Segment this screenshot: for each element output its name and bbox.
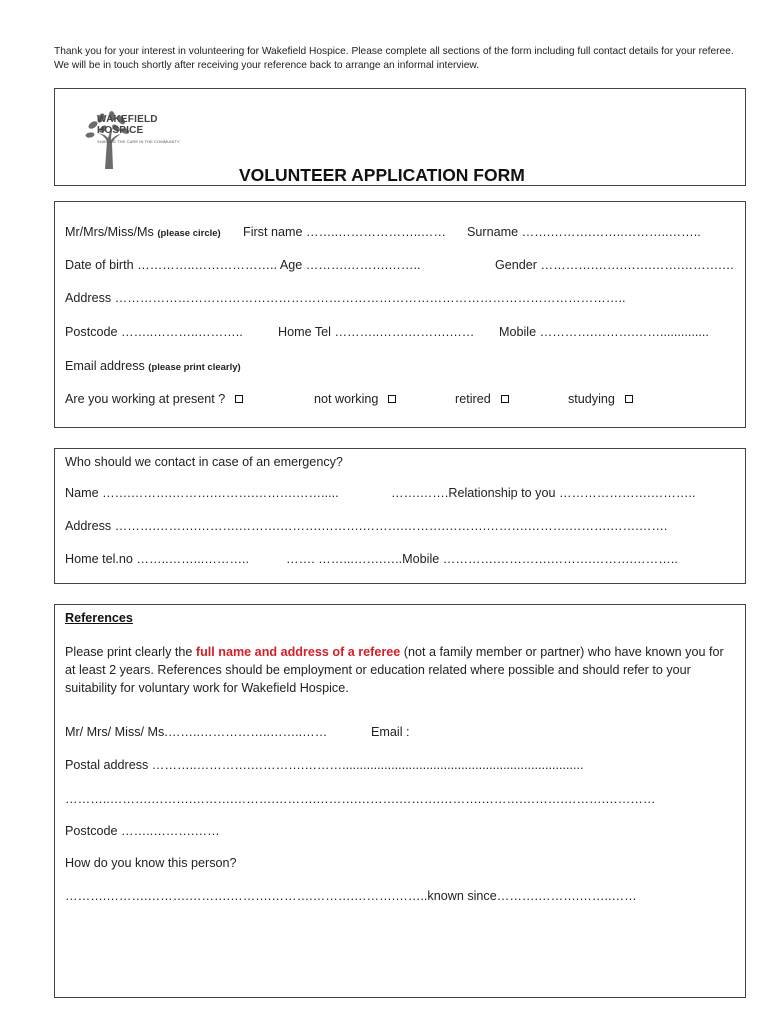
working-row [65,392,615,406]
surname-field[interactable]: Surname …….……….……..………..…….. [467,225,701,239]
logo-name: WAKEFIELD HOSPICE [97,114,158,136]
working-question: Are you working at present ? [65,392,243,406]
references-instructions: Please print clearly the full name and address of a referee (not a family member or partner) who have known you for at least 2 years. References should be employment or education related where possible and should refer to your suitability for voluntary work for Wakefield Hospice. [65,645,724,695]
option-studying: studying [568,392,633,406]
emergency-tel-row [65,552,678,566]
known-since-field[interactable]: ……….……….……….……….……….……….……….……….……..known since……….……….……..…… [65,889,637,903]
dob-row [65,258,735,272]
how-know-question: How do you know this person? [65,856,237,870]
referee-postcode-field[interactable]: Postcode ……..……….…… [65,824,220,838]
emergency-home-tel-field[interactable]: Home tel.no ……..……...……….. [65,552,250,566]
mobile-field[interactable]: Mobile ………….……….…….............. [499,325,709,339]
email-label: Email address [65,359,145,373]
not-working-checkbox[interactable] [388,395,396,403]
first-name-field[interactable]: First name ……..………………..…… [243,225,446,239]
emergency-contact-section [54,448,746,584]
postcode-field[interactable]: Postcode ……..………..……….. [65,325,243,339]
dob-age-field[interactable]: Date of birth …………..……………….. Age ……….……….…….. [65,258,421,272]
references-section [54,604,746,998]
home-tel-field[interactable]: Home Tel ………..…….……….…… [278,325,475,339]
referee-highlight: full name and address of a referee [195,645,401,659]
name-row [65,225,701,239]
emergency-address-field[interactable]: Address ……….……….……….……….……….……….……….……….……….……….……….……….…….……. [65,519,668,533]
references-heading: References [65,611,133,625]
emergency-question: Who should we contact in case of an emergency? [65,455,343,469]
referee-email-field[interactable]: Email : [371,725,410,739]
emergency-mobile-field[interactable]: ……. ……...…….…..Mobile ………….………….……….……….……….. [286,552,678,566]
personal-details-section [54,201,746,428]
contact-row [65,325,709,339]
emergency-name-field[interactable]: Name …….……….……….……….……….……..... [65,486,339,500]
form-header [54,88,746,186]
relationship-field[interactable]: …….…….Relationship to you ………………….……….. [391,486,696,500]
working-checkbox[interactable] [235,395,243,403]
referee-title-row [65,725,410,739]
retired-checkbox[interactable] [501,395,509,403]
email-note: (please print clearly) [148,362,241,373]
title-label: Mr/Mrs/Miss/Ms [65,225,154,239]
address-field[interactable]: Address ………………………………………………………………………………………………………….. [65,291,626,305]
title-note: (please circle) [157,228,221,239]
option-retired: retired [455,392,509,406]
gender-field[interactable]: Gender ………….…….…….…….……….… [495,258,735,272]
intro-text: Thank you for your interest in volunteering for Wakefield Hospice. Please complete all sections of the form including full contact details for your referee. We will be in touch shortly after receiving your reference back to arrange an informal interview. [54,46,734,71]
referee-name-field[interactable]: Mr/ Mrs/ Miss/ Ms.……..……………..……..…… [65,725,328,739]
emergency-name-row [65,486,696,500]
logo-tagline: SHARING THE CARE IN THE COMMUNITY [97,139,180,144]
referee-postal-continued[interactable]: ………..……….……….……….……….……….……….……….……….……….……….……….……….………… [65,792,656,806]
studying-checkbox[interactable] [625,395,633,403]
form-title: VOLUNTEER APPLICATION FORM [239,165,525,185]
referee-postal-field[interactable]: Postal address ………..………….………….………..................................................................... [65,758,584,772]
option-not-working: not working [314,392,396,406]
email-row[interactable] [65,359,241,373]
